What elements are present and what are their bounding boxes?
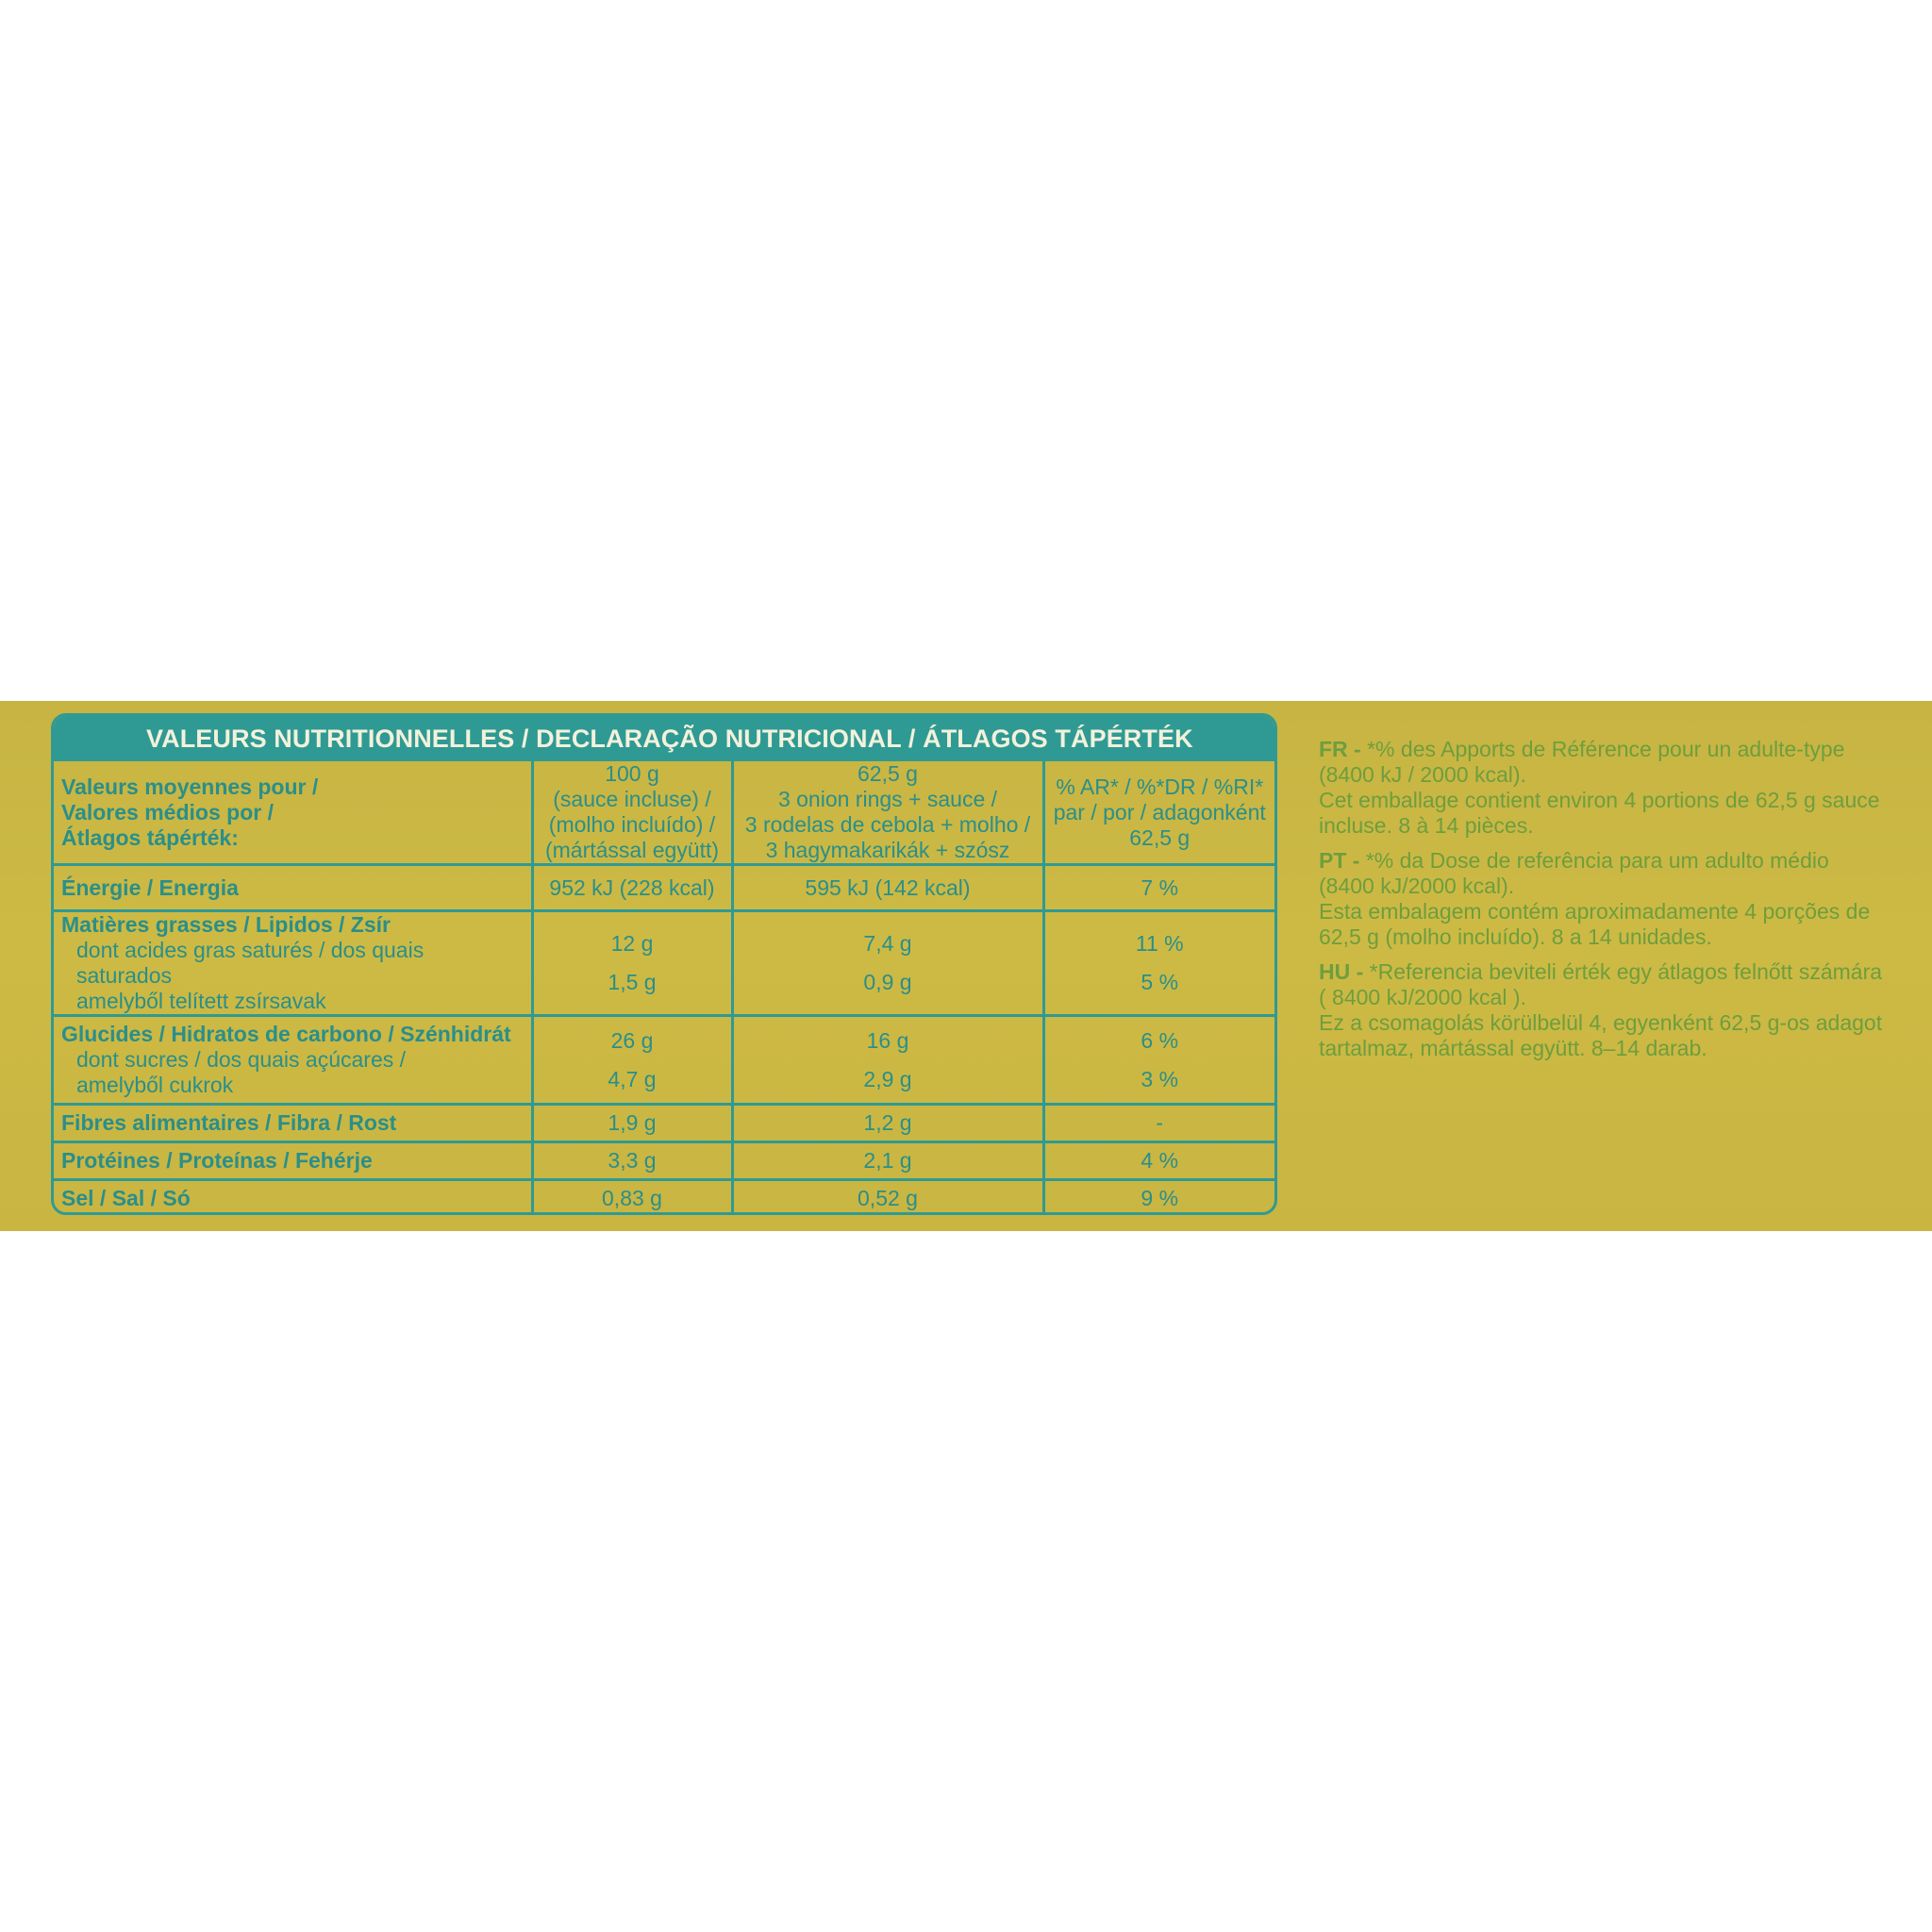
fibre-ri: - (1043, 1105, 1274, 1142)
fibre-portion: 1,2 g (732, 1105, 1043, 1142)
header-portion-line: 3 hagymakarikák + szósz (765, 838, 1010, 862)
fat-portion-cell (732, 911, 1043, 1016)
header-portion-line: 3 rodelas de cebola + molho / (744, 812, 1031, 837)
table-header-row (54, 761, 1274, 865)
saturates-label: amelyből telített zsírsavak (76, 989, 326, 1013)
saturates-label: dont acides gras saturés / dos quais saturados (76, 938, 425, 988)
salt-portion: 0,52 g (732, 1180, 1043, 1216)
header-label-cell (54, 761, 532, 865)
protein-row (54, 1142, 1274, 1180)
fibre-label: Fibres alimentaires / Fibra / Rost (54, 1105, 532, 1142)
header-portion-line: 3 onion rings + sauce / (777, 787, 998, 811)
carb-100g-cell (532, 1016, 732, 1105)
carb-ri: 6 % (1141, 1027, 1179, 1053)
sugars-100g: 4,7 g (608, 1066, 657, 1091)
fat-ri-cell (1043, 911, 1274, 1016)
carb-portion: 16 g (866, 1027, 909, 1053)
fat-portion: 7,4 g (863, 931, 912, 956)
header-label-line: Valeurs moyennes pour / (61, 774, 319, 799)
note-pt-line: (8400 kJ/2000 kcal). (1319, 874, 1515, 898)
fat-row (54, 911, 1274, 1016)
header-100g-line: (mártással együtt) (544, 838, 720, 862)
sugars-portion: 2,9 g (863, 1066, 912, 1091)
spacer (541, 1054, 724, 1067)
note-pt-line: 62,5 g (molho incluído). 8 a 14 unidades. (1319, 924, 1712, 949)
spacer (741, 957, 1035, 970)
table-title: VALEURS NUTRITIONNELLES / DECLARAÇÃO NUTRICIONAL / ÁTLAGOS TÁPÉRTÉK (54, 716, 1274, 761)
energy-row (54, 865, 1274, 911)
fat-label-cell (54, 911, 532, 1016)
note-fr-code: FR - (1319, 737, 1361, 761)
carb-label-cell (54, 1016, 532, 1105)
saturates-portion: 0,9 g (863, 970, 912, 994)
sugars-label: dont sucres / dos quais açúcares / (76, 1047, 407, 1072)
saturates-ri: 5 % (1141, 970, 1179, 994)
header-label-line: Átlagos tápérték: (61, 824, 239, 850)
header-100g-line: 100 g (605, 761, 659, 786)
note-hu-line: *Referencia beviteli érték egy átlagos felnőtt számára (1369, 959, 1883, 984)
spacer (1053, 957, 1268, 970)
salt-row (54, 1180, 1274, 1216)
header-100g-line: (molho incluído) / (548, 812, 716, 837)
header-ri-line: 62,5 g (1129, 824, 1191, 850)
note-hu-line: ( 8400 kJ/2000 kcal ). (1319, 985, 1526, 1009)
header-ri-cell (1043, 761, 1274, 865)
note-fr (1319, 737, 1885, 839)
header-portion-line: 62,5 g (858, 761, 918, 786)
carb-portion-cell (732, 1016, 1043, 1105)
fat-100g: 12 g (610, 931, 654, 956)
salt-label: Sel / Sal / Só (54, 1180, 532, 1216)
header-100g-line: (sauce incluse) / (553, 787, 711, 811)
protein-portion: 2,1 g (732, 1142, 1043, 1180)
protein-label: Protéines / Proteínas / Fehérje (54, 1142, 532, 1180)
energy-ri: 7 % (1043, 865, 1274, 911)
carb-ri-cell (1043, 1016, 1274, 1105)
header-portion-cell (732, 761, 1043, 865)
note-hu-code: HU - (1319, 959, 1364, 984)
energy-label: Énergie / Energia (54, 865, 532, 911)
salt-100g: 0,83 g (532, 1180, 732, 1216)
spacer (741, 1054, 1035, 1067)
header-ri-line: par / por / adagonként (1053, 799, 1266, 824)
note-pt-code: PT - (1319, 848, 1360, 873)
reference-intake-notes (1319, 737, 1885, 1071)
note-hu-line: tartalmaz, mártással együtt. 8–14 darab. (1319, 1036, 1707, 1060)
fat-100g-cell (532, 911, 732, 1016)
spacer (541, 957, 724, 970)
note-hu-line: Ez a csomagolás körülbelül 4, egyenként 62,5 g-os adagot (1319, 1010, 1883, 1035)
protein-100g: 3,3 g (532, 1142, 732, 1180)
note-fr-line: Cet emballage contient environ 4 portions de 62,5 g sauce (1319, 788, 1880, 812)
note-fr-line: (8400 kJ / 2000 kcal). (1319, 762, 1526, 787)
header-100g-cell (532, 761, 732, 865)
protein-ri: 4 % (1043, 1142, 1274, 1180)
header-label-line: Valores médios por / (61, 799, 274, 824)
note-hu (1319, 959, 1885, 1061)
carb-label: Glucides / Hidratos de carbono / Szénhidrát (61, 1022, 511, 1046)
nutrition-grid (54, 761, 1274, 1215)
note-fr-line: *% des Apports de Référence pour un adulte-type (1367, 737, 1845, 761)
note-pt-line: *% da Dose de referência para um adulto médio (1365, 848, 1829, 873)
carb-100g: 26 g (610, 1027, 654, 1053)
sugars-ri: 3 % (1141, 1066, 1179, 1091)
note-fr-line: incluse. 8 à 14 pièces. (1319, 813, 1534, 838)
saturates-100g: 1,5 g (608, 970, 657, 994)
energy-portion: 595 kJ (142 kcal) (732, 865, 1043, 911)
nutrition-table (51, 713, 1277, 1215)
fat-label: Matières grasses / Lipidos / Zsír (61, 912, 391, 937)
header-ri-line: % AR* / %*DR / %RI* (1056, 774, 1264, 799)
fibre-100g: 1,9 g (532, 1105, 732, 1142)
note-pt-line: Esta embalagem contém aproximadamente 4 porções de (1319, 899, 1871, 924)
fibre-row (54, 1105, 1274, 1142)
fat-ri: 11 % (1135, 931, 1184, 956)
sugars-label: amelyből cukrok (76, 1073, 234, 1097)
carbohydrate-row (54, 1016, 1274, 1105)
energy-100g: 952 kJ (228 kcal) (532, 865, 732, 911)
spacer (1053, 1054, 1268, 1067)
note-pt (1319, 848, 1885, 950)
salt-ri: 9 % (1043, 1180, 1274, 1216)
